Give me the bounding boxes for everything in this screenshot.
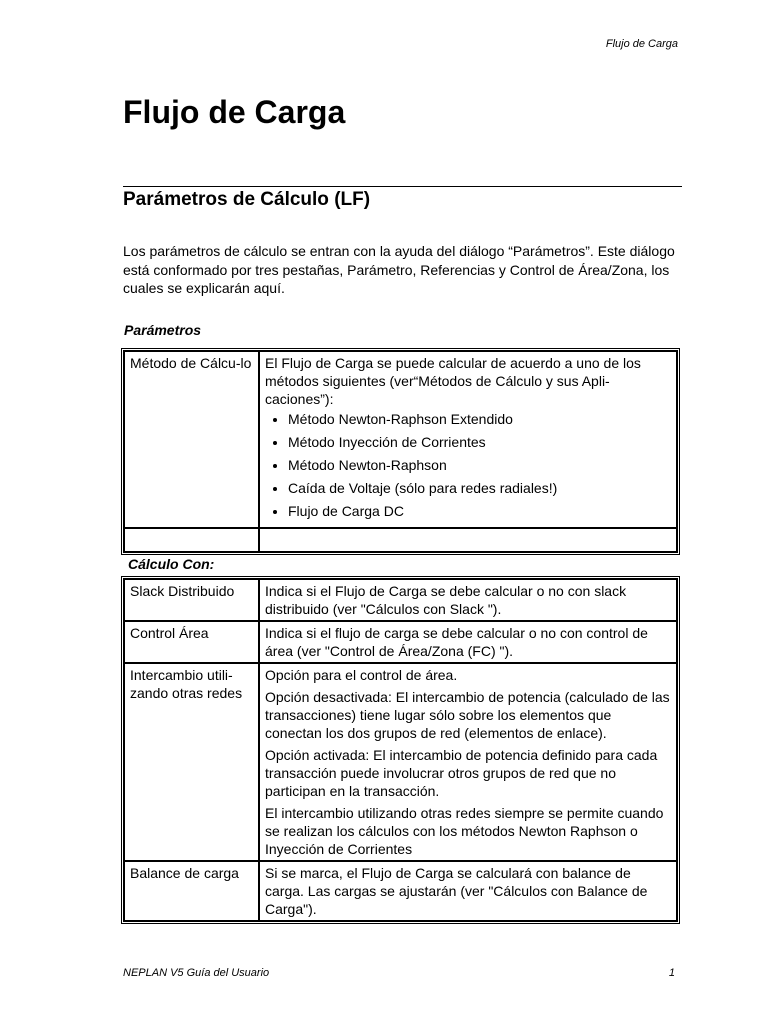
page-title: Flujo de Carga [123,94,346,130]
table-cell-description [259,663,677,861]
table-row [124,579,677,621]
calculo-con-table [121,576,680,924]
table-row [124,351,677,528]
section-divider [123,186,682,187]
table-cell-label: Intercambio utili-zando otras redes [124,663,259,861]
table-cell-label: Método de Cálcu-lo [124,351,259,528]
metodo-description: El Flujo de Carga se puede calcular de acuerdo a uno de los métodos siguientes (ver“Métodos de Cálculo y sus Apli-caciones”): [265,355,641,407]
table-cell-description: Indica si el flujo de carga se debe calcular o no con control de área (ver "Control de Área/Zona (FC) "). [259,621,677,663]
table-cell-description: Indica si el Flujo de Carga se debe calcular o no con slack distribuido (ver "Cálculos con Slack "). [259,579,677,621]
parametros-table [121,348,680,555]
table-cell-label: Slack Distribuido [124,579,259,621]
table-row [124,528,677,552]
intercambio-paragraph: Opción para el control de área. [265,667,458,683]
section-title: Parámetros de Cálculo (LF) [123,189,371,210]
parametros-heading: Parámetros [124,322,202,338]
table-cell-description: Si se marca, el Flujo de Carga se calculará con balance de carga. Las cargas se ajustarán (ver "Cálculos con Balance de Carga"). [259,861,677,921]
table-row [124,621,677,663]
intercambio-paragraph: El intercambio utilizando otras redes siempre se permite cuando se realizan los cálculos con los métodos Newton Raphson o Inyección de Corrientes [265,805,664,857]
intro-paragraph: Los parámetros de cálculo se entran con la ayuda del diálogo “Parámetros”. Este diálogo está conformado por tres pestañas, Parámetro, Referencias y Control de Área/Zona, los cuales se explicarán aquí. [123,243,675,296]
table-cell-label: Control Área [124,621,259,663]
table-cell-label: Balance de carga [124,861,259,921]
page-number: 1 [668,967,675,979]
table-row [124,861,677,921]
footer-guide-title: NEPLAN V5 Guía del Usuario [123,967,270,979]
methods-list [265,410,672,520]
list-item: • Método Newton-Raphson [288,456,672,474]
table-cell-empty [259,528,677,552]
intercambio-paragraph: Opción activada: El intercambio de potencia definido para cada transacción puede involucrar otros grupos de red que no participan en la transacción. [265,747,658,799]
list-item: • Flujo de Carga DC [288,502,672,520]
running-header: Flujo de Carga [605,38,678,50]
list-item: • Método Inyección de Corrientes [288,433,672,451]
table-row [124,663,677,861]
list-item: • Método Newton-Raphson Extendido [288,410,672,428]
calculo-con-heading: Cálculo Con: [128,556,215,572]
table-cell-empty [124,528,259,552]
list-item: • Caída de Voltaje (sólo para redes radiales!) [288,479,672,497]
table-cell-description [259,351,677,528]
intercambio-paragraph: Opción desactivada: El intercambio de potencia (calculado de las transacciones) tiene lugar sólo sobre los elementos que conectan los dos grupos de red (elementos de enlace). [265,689,670,741]
